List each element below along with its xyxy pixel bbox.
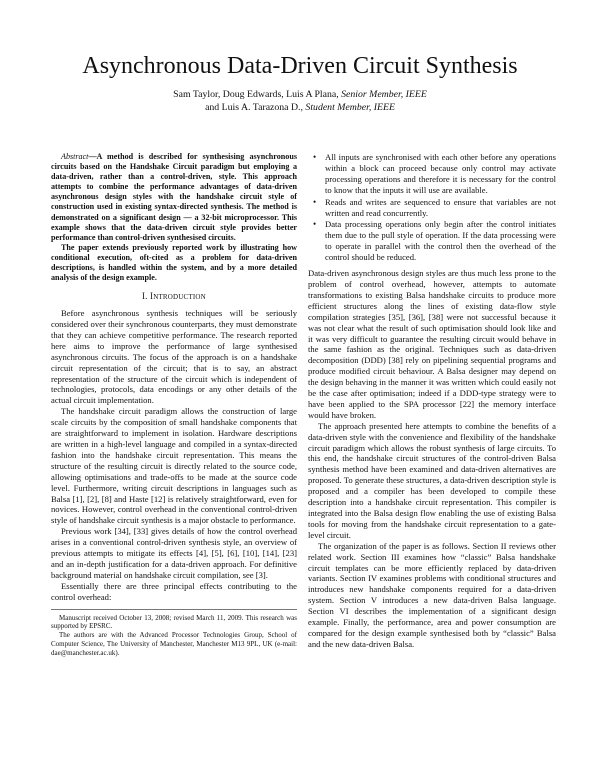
body-paragraph-2: The approach presented here attempts to combine the benefits of a data-driven style with the convenience and flexibility of the handshake circuit paradigm which allows the robust synthesis of large circuits. To this end, the handshake circuit structures of the control-driven Balsa synthesis method have been examined and data-driven alternatives are proposed. To generate these structures, a data-driven description style is proposed and a compiler has been developed to compile these description into a handshake circuit representation. This compiler is integrated into the Balsa design flow enabling the use of existing Balsa tools for moving from the handshake circuit representation to a gate-level circuit. (308, 420, 556, 540)
left-column (51, 152, 297, 658)
right-column (308, 152, 556, 650)
abstract-label: Abstract (61, 152, 89, 161)
paper-title: Asynchronous Data-Driven Circuit Synthesis (82, 53, 518, 79)
bullet-icon: • (313, 219, 317, 230)
section-numeral: I. (142, 291, 148, 302)
author-line-2 (60, 102, 540, 115)
body-paragraph-1: Data-driven asynchronous design styles are thus much less prone to the problem of control overhead, however, attempts to automate transformations to existing Balsa handshake circuits to produce more efficient structures along the lines of existing data-flow style compilation strategies [35], [36], [38] were not successful because it was not clear what the result of such optimisation should look like and it was very difficult to guarantee the resulting circuit would behave in the same fashion as the original. Techniques such as data-driven decomposition (DDD) [38] rely on pipelining sequential programs and produce modified circuit behaviour. A Balsa designer may depend on the design behaving in the manner it was written which could easily not be the case after optimisation; indeed if a DDD-type strategy were to have been applied to the SPA processor [22] the memory interface would have broken. (308, 268, 556, 420)
abstract-paragraph-2: The paper extends previously reported work by illustrating how conditional execution, oft-cited as a problem for data-driven descriptions, is handled within the system, and by a more detailed analysis of the design example. (51, 242, 297, 283)
list-item (308, 152, 556, 196)
abstract-text: —A method is described for synthesising asynchronous circuits based on the Handshake Circuit paradigm but employing a data-driven, rather than a control-driven, style. This approach attempts to combine the performance advantages of data-driven asynchronous design styles with the handshake circuit style of construction used in existing syntax-directed synthesis. The method is demonstrated on a significant design — a 32-bit microprocessor. This example shows that the data-driven circuit style provides better performance than control-driven synthesised circuits. (51, 152, 297, 242)
bullet-text: All inputs are synchronised with each other before any operations within a block can proceed because only control may activate processing operations and therefore it is necessary for the control to know that the inputs it will use are available. (325, 152, 556, 195)
author-role-1: Senior Member, IEEE (341, 89, 427, 100)
section-title-first-letter: I (150, 291, 154, 302)
author-names-2: and Luis A. Tarazona D., (205, 101, 303, 113)
intro-paragraph-4: Essentially there are three principal effects contributing to the control overhead: (51, 580, 297, 602)
section-title-rest: NTRODUCTION (153, 293, 206, 302)
footnote-affiliation: The authors are with the Advanced Processor Technologies Group, School of Computer Science, The University of Manchester, Manchester M13 9PL, UK (e-mail: dae@manchester.ac.uk). (51, 631, 297, 657)
author-line-1 (60, 89, 540, 102)
author-names-1: Sam Taylor, Doug Edwards, Luis A Plana, (173, 89, 339, 100)
bullet-text: Data processing operations only begin after the control initiates them due to the pull style of operation. If the data processing were to operate in parallel with the control then the overhead of the control should be reduced. (325, 219, 556, 263)
bullet-text: Reads and writes are sequenced to ensure that variables are not written and read concurrently. (325, 196, 556, 218)
section-heading-introduction (51, 291, 297, 303)
bullet-icon: • (313, 152, 317, 162)
abstract-paragraph (51, 152, 297, 243)
footnote-manuscript: Manuscript received October 13, 2008; revised March 11, 2009. This research was supported by EPSRC. (51, 613, 297, 631)
author-block (60, 89, 540, 114)
intro-paragraph-2: The handshake circuit paradigm allows the construction of large scale circuits by the composition of small handshake components that are straightforward to implement in isolation. Hardware descriptions are written in a high-level language and compiled in a syntax-directed fashion into the handshake circuit representation. This means the structure of the resulting circuit is directly related to the source code, allowing optimisations and trade-offs to be made at the source code level. Furthermore, writing circuit descriptions in languages such as Balsa [1], [2], [8] and Haste [12] is relatively straightforward, even for novices. However, control overhead in the conventional control-driven style of handshake circuit synthesis is a major obstacle to performance. (51, 406, 297, 526)
author-role-2: Student Member, IEEE (305, 101, 395, 113)
body-paragraph-3: The organization of the paper is as follows. Section II reviews other related work. Section III examines how “classic” Balsa handshake circuit templates can be more efficiently replaced by data-driven variants. Section IV examines problems with conditional structures and introduces new handshake components required for a data-driven system. Section V introduces a new data-driven Balsa language. Section VI describes the implementation of a significant design example. Finally, the performance, area and power consumption are compared for the design example synthesised both by “classic” Balsa and the new data-driven Balsa. (308, 540, 556, 649)
intro-paragraph-1: Before asynchronous synthesis techniques will be seriously considered over their synchronous counterparts, they must demonstrate that they can achieve competitive performance. The research reported here aims to improve the performance of large synthesised asynchronous circuits. The focus of the approach is on a handshake circuit representation of the circuit; that is to say, an abstract representation of the structure of the circuit which is independent of technologies, protocols, data encodings or any other details of the actual circuit implementation. (51, 308, 297, 406)
bullet-icon: • (313, 196, 317, 207)
list-item (308, 219, 556, 263)
intro-paragraph-3: Previous work [34], [33] gives details of how the control overhead arises in a conventional control-driven synthesis style, an overview of previous attempts to mitigate its effects [4], [5], [6], [10], [14], [23] and an in-depth justification for a data-driven approach. For definitive background material on handshake circuit compilation, see [3]. (51, 526, 297, 580)
list-item (308, 197, 556, 219)
overhead-bullet-list (308, 152, 556, 263)
footnote (51, 609, 297, 658)
